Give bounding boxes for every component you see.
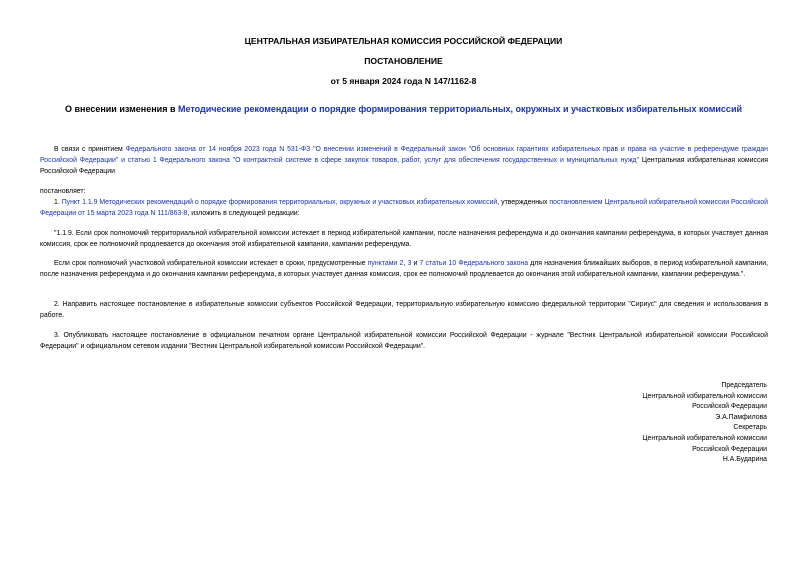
signature-block [527, 381, 767, 466]
quote-2-text-3: и [411, 260, 420, 267]
signature-line: Секретарь [733, 424, 767, 432]
intro-text-1: В связи с принятием [54, 146, 126, 153]
organization-heading: ЦЕНТРАЛЬНАЯ ИЗБИРАТЕЛЬНАЯ КОМИССИЯ РОССИЙСКОЙ ФЕДЕРАЦИИ [244, 36, 563, 46]
title-link[interactable]: Методические рекомендации о порядке формирования территориальных, окружных и участковых избирательных комиссий [177, 104, 743, 114]
signature-line: Центральной избирательной комиссии [642, 434, 767, 442]
signature-line: Центральной избирательной комиссии [642, 392, 767, 400]
item-1-text-1: , утвержденных [497, 199, 550, 206]
signature-line: Российской Федерации [692, 445, 767, 453]
intro-paragraph [40, 145, 768, 177]
quote-2-text-2: , [403, 260, 408, 267]
signature-line: Председатель [721, 382, 767, 389]
clause-3-link[interactable]: 3 [407, 260, 412, 267]
signature-line: Н.А.Бударина [722, 456, 767, 464]
clause-2-link[interactable]: пунктами 2 [367, 260, 404, 267]
document-type-heading: ПОСТАНОВЛЕНИЕ [364, 56, 443, 66]
signature-line: Российской Федерации [692, 403, 767, 411]
date-number-heading: от 5 января 2024 года N 147/1162-8 [330, 76, 477, 86]
intro-text-2: Центральная избирательная комиссия Российской Федерации [40, 156, 768, 175]
document-title [0, 104, 807, 114]
quote-paragraph-1: "1.1.9. Если срок полномочий территориальной избирательной комиссии истекает в период избирательной кампании, после назначения референдума и до окончания кампании референдума, в которых участвует данная комиссия, срок ее полномочий продлевается до окончания этой избирательной кампании, кампании референдума. [40, 230, 768, 248]
quote-2-text-4: для назначения ближайших выборов, в период избирательной кампании, после назначения референдума и до окончания кампании референдума, в которых участвует данная комиссия, срок ее полномочий продлевается до окончания этой избирательной кампании, кампании референдума.". [40, 260, 768, 278]
signature-line: Э.А.Памфилова [715, 413, 767, 421]
cec-resolution-link[interactable]: постановлением Центральной избирательной комиссии Российской Федерации от 15 марта 2023 года N 111/863-8 [40, 199, 768, 217]
item-1-paragraph [40, 198, 768, 220]
quote-paragraph-2 [40, 259, 768, 281]
resolves-label: постановляет: [40, 188, 86, 195]
methodical-recommendations-link[interactable]: Пункт 1.1.9 Методических рекомендаций о порядке формирования территориальных, окружных и участковых избирательных комиссий [61, 199, 498, 206]
item-1-text-2: , изложить в следующей редакции: [187, 209, 300, 217]
article-10-link[interactable]: 7 статьи 10 Федерального закона [419, 260, 529, 267]
item-2-paragraph: 2. Направить настоящее постановление в избирательные комиссии субъектов Российской Федерации, территориальную избирательную комиссию федеральной территории "Сириус" для сведения и использования в работе. [40, 301, 768, 319]
federal-law-link[interactable]: Федерального закона от 14 ноября 2023 года N 531-ФЗ "О внесении изменений в Федеральный закон "Об основных гарантиях избирательных прав и права на участие в референдуме граждан Российской Федерации" и статью 1 Федерального закона "О контрактной системе в сфере закупок товаров, работ, услуг для обеспечения государственных и муниципальных нужд" [40, 146, 768, 164]
quote-2-text-1: Если срок полномочий участковой избирательной комиссии истекает в сроки, предусмотренные [54, 260, 368, 267]
title-prefix: О внесении изменения в [64, 104, 178, 114]
item-1-number: 1. [54, 199, 62, 206]
item-3-paragraph: 3. Опубликовать настоящее постановление в официальном печатном органе Центральной избирательной комиссии Российской Федерации - журнале "Вестник Центральной избирательной комиссии Российской Федерации" и официальном сетевом издании "Вестник Центральной избирательной комиссии Российской Федерации". [40, 332, 768, 350]
